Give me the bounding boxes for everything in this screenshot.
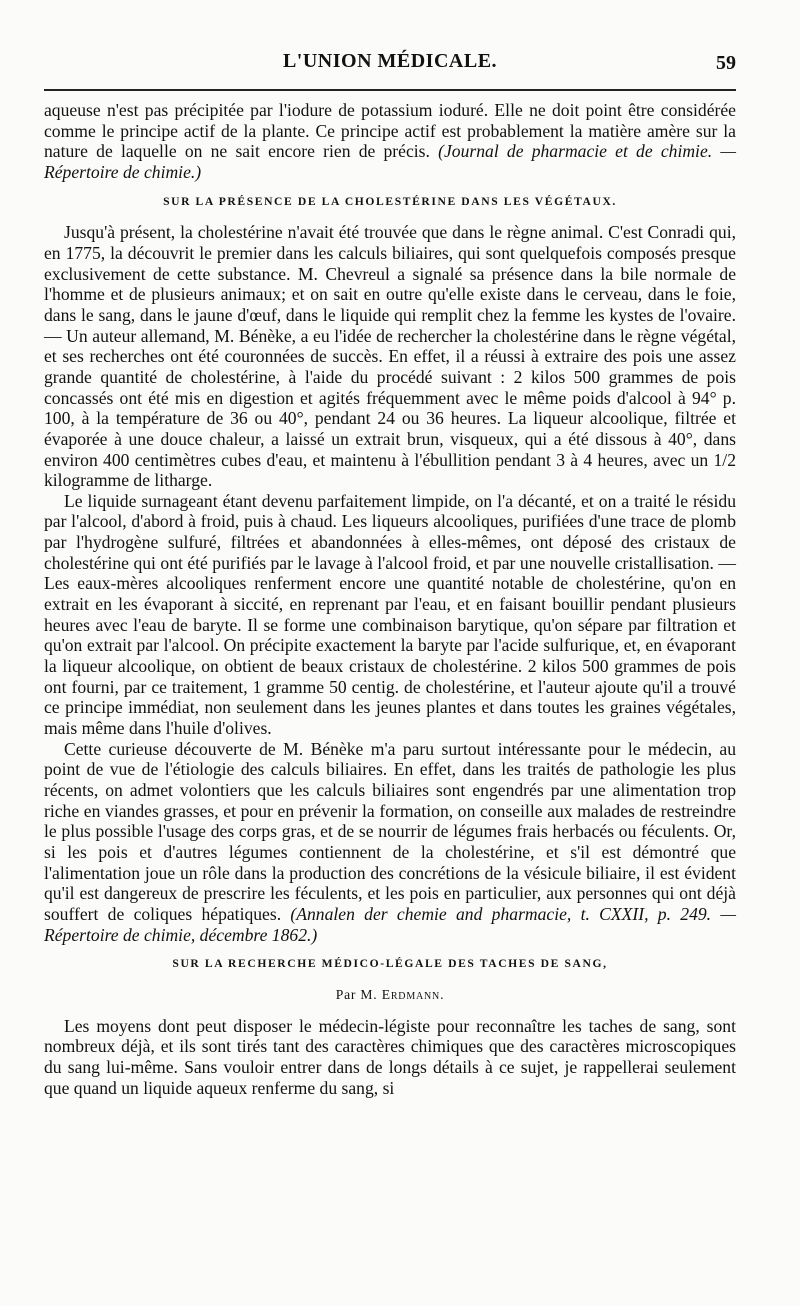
author-byline	[44, 985, 736, 1006]
paragraph	[44, 739, 736, 946]
header-rule	[44, 89, 736, 91]
section1-citation: (Annalen der chemie and pharmacie, t. CXXII, p. 249. — Répertoire de chimie, décembre 1862.)	[44, 903, 736, 945]
paragraph: Les moyens dont peut disposer le médecin-légiste pour reconnaître les taches de sang, sont nombreux déjà, et ils sont tirés tant des caractères chimiques que des caractères microscopiques du sang lui-même. Sans vouloir entrer dans de longs détails à ce sujet, je rappellerai seulement que quand un liquide aqueux renferme du sang, si	[44, 1015, 736, 1098]
intro-text: aqueuse n'est pas précipitée par l'iodure de potassium ioduré. Elle ne doit point être considérée comme le principe actif de la plante. Ce principe actif est probablement la matière amère sur la nature de laquelle on ne sait encore rien de précis.	[44, 100, 736, 162]
intro-paragraph	[44, 100, 736, 183]
page-number: 59	[716, 52, 736, 74]
author-name: Erdmann.	[381, 986, 445, 1002]
byline-prefix: Par M.	[335, 986, 378, 1002]
running-title: L'UNION MÉDICALE.	[282, 50, 498, 72]
paragraph: Jusqu'à présent, la cholestérine n'avait été trouvée que dans le règne animal. C'est Conradi qui, en 1775, la découvrit le premier dans les calculs biliaires, qui sont quelquefois composés presque exclusivement de cette substance. M. Chevreul a signalé sa présence dans la bile normale de l'homme et de plusieurs animaux; et on sait en outre qu'elle existe dans le cerveau, dans le foie, dans le sang, dans le jaune d'œuf, dans le liquide qui remplit chez la femme les kystes de l'ovaire. — Un auteur allemand, M. Bénèke, a eu l'idée de rechercher la cholestérine dans le règne végétal, et ses recherches ont été couronnées de succès. En effet, il a réussi à extraire des pois une assez grande quantité de cholestérine, à l'aide du procédé suivant : 2 kilos 500 grammes de pois concassés ont été mis en digestion et agités fréquemment avec le même poids d'alcool à 94° p. 100, à la température de 36 ou 40°, pendant 24 ou 36 heures. La liqueur alcoolique, filtrée et évaporée à une douce chaleur, a laissé un extrait brun, visqueux, qui a été dissous à 40°, dans environ 400 centimètres cubes d'eau, et maintenu à l'ébullition pendant 3 à 4 heures, avec un 1/2 kilogramme de litharge.	[44, 222, 736, 491]
section-title-cholesterine: SUR LA PRÉSENCE DE LA CHOLESTÉRINE DANS LES VÉGÉTAUX.	[163, 194, 617, 208]
page-header	[44, 44, 736, 84]
paragraph: Le liquide surnageant étant devenu parfaitement limpide, on l'a décanté, et on a traité le résidu par l'alcool, d'abord à froid, puis à chaud. Les liqueurs alcooliques, purifiées d'une trace de plomb par l'hydrogène sulfuré, filtrées et abandonnées à elles-mêmes, ont déposé des cristaux de cholestérine qui ont été purifiés par le lavage à l'alcool froid, et par une nouvelle cristallisation. — Les eaux-mères alcooliques renferment encore une quantité notable de cholestérine, qu'on en extrait en les évaporant à siccité, en reprenant par l'eau, et en faisant bouillir pendant plusieurs heures avec l'eau de baryte. Il se forme une combinaison barytique, qu'on sépare par filtration et qu'on extrait par l'alcool. On précipite exactement la baryte par l'acide sulfurique, et, en évaporant la liqueur alcoolique, on obtient de beaux cristaux de cholestérine. 2 kilos 500 grammes de pois ont fourni, par ce traitement, 1 gramme 50 centig. de cholestérine, et l'auteur ajoute qu'il a trouvé ce principe immédiat, non seulement dans les jeunes plantes et dans toutes les graines végétales, mais même dans l'huile d'olives.	[44, 490, 736, 739]
paragraph-text: Cette curieuse découverte de M. Bénèke m'a paru surtout intéressante pour le médecin, au point de vue de l'étiologie des calculs biliaires. En effet, dans les traités de pathologie les plus récents, on admet volontiers que les calculs biliaires sont engendrés par une alimentation trop riche en viandes grasses, et pour en prévenir la formation, on conseille aux malades de restreindre le plus possible l'usage des corps gras, et de se nourrir de légumes frais herbacés ou féculents. Or, si les pois et d'autres légumes contiennent de la cholestérine, et s'il est démontré que l'alimentation joue un rôle dans la production des concrétions de la vésicule biliaire, il est évident qu'il est dangereux de prescrire les féculents, et les pois en particulier, aux personnes qui ont déjà souffert de coliques hépatiques.	[44, 738, 736, 924]
section-title-taches-de-sang: SUR LA RECHERCHE MÉDICO-LÉGALE DES TACHES DE SANG,	[172, 957, 608, 971]
intro-citation: (Journal de pharmacie et de chimie. — Répertoire de chimie.)	[44, 141, 736, 182]
article-body	[44, 100, 736, 1098]
